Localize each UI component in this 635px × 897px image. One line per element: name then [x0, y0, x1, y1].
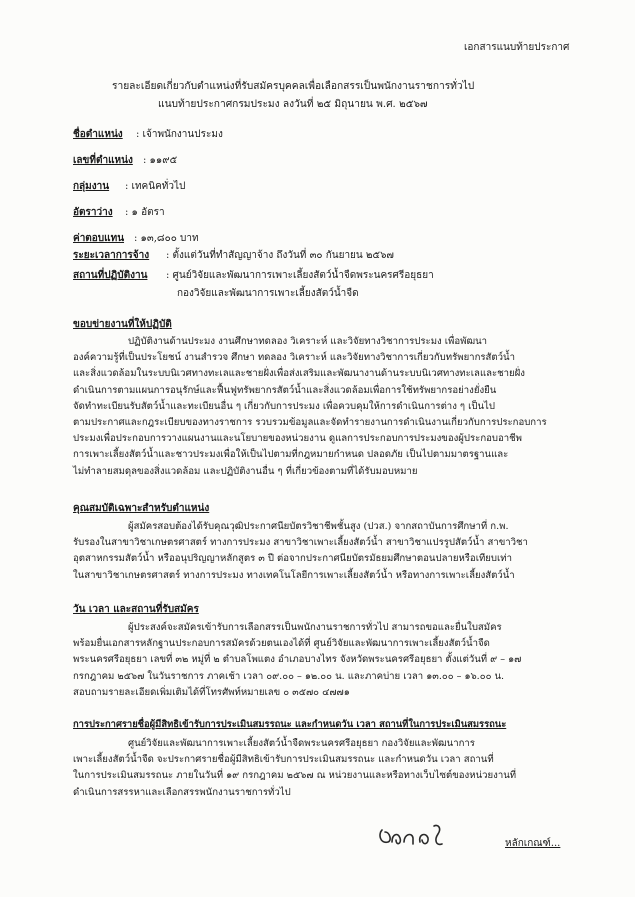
duties-line: องค์ความรู้ที่เป็นประโยชน์ งานสำรวจ ศึกษา ทดลอง วิเคราะห์ และวิจัยทางวิชาการเกี่ยวกับทรัพยากรสัตว์น้ำ: [73, 352, 515, 364]
field-value-vacancy: : ๑ อัตรา: [125, 207, 165, 218]
announcement-line: เพาะเลี้ยงสัตว์น้ำจืด จะประกาศรายชื่อผู้มีสิทธิเข้ารับการประเมินสมรรถนะ และกำหนดวัน เวลา สถานที่: [73, 754, 494, 766]
announcement-heading: การประกาศรายชื่อผู้มีสิทธิเข้ารับการประเมินสมรรถนะ และกำหนดวัน เวลา สถานที่ในการประเมินสมรรถนะ: [73, 719, 507, 730]
workplace-line2: กองวิจัยและพัฒนาการเพาะเลี้ยงสัตว์น้ำจืด: [177, 288, 359, 299]
field-value-workplace: : ศูนย์วิจัยและพัฒนาการเพาะเลี้ยงสัตว์น้ำจืดพระนครศรีอยุธยา: [166, 270, 434, 281]
field-label-vacancy: อัตราว่าง: [73, 207, 113, 218]
duties-line: ประมงเพื่อประกอบการวางแผนงานและนโยบายของหน่วยงาน ดูแลการประกอบการประมงของผู้ประกอบอาชีพ: [73, 433, 522, 445]
duties-line: ปฏิบัติงานด้านประมง งานศึกษาทดลอง วิเคราะห์ และวิจัยทางวิชาการประมง เพื่อพัฒนา: [128, 336, 488, 347]
doc-title-line1: รายละเอียดเกี่ยวกับตำแหน่งที่รับสมัครบุคคลเพื่อเลือกสรรเป็นพนักงานราชการทั่วไป: [112, 81, 475, 92]
next-page-indicator: หลักเกณฑ์...: [505, 838, 561, 849]
application-line: พระนครศรีอยุธยา เลขที่ ๓๒ หมู่ที่ ๒ ตำบลโพแตง อำเภอบางไทร จังหวัดพระนครศรีอยุธยา ตั้งแต่วันที่ ๙ – ๑๗: [73, 654, 522, 666]
qualifications-line: ผู้สมัครสอบต้องได้รับคุณวุฒิประกาศนียบัตรวิชาชีพชั้นสูง (ปวส.) จากสถาบันการศึกษาที่ ก.พ.: [128, 521, 509, 532]
duties-line: จัดทำทะเบียนรับสัตว์น้ำและทะเบียนอื่น ๆ เกี่ยวกับการประมง เพื่อควบคุมให้การดำเนินการต่าง ๆ เป็นไป: [73, 400, 495, 412]
application-line: กรกฎาคม ๒๕๖๗ ในวันราชการ ภาคเช้า เวลา ๐๙.๐๐ – ๑๒.๐๐ น. และภาคบ่าย เวลา ๑๓.๐๐ – ๑๖.๐๐ น.: [73, 670, 505, 682]
qualifications-paragraph: [73, 519, 571, 584]
announcement-line: ดำเนินการสรรหาและเลือกสรรพนักงานราชการทั่วไป: [73, 786, 291, 798]
duties-line: ไม่ทำลายสมดุลของสิ่งแวดล้อม และปฏิบัติงานอื่น ๆ ที่เกี่ยวข้องตามที่ได้รับมอบหมาย: [73, 465, 418, 477]
duties-line: การเพาะเลี้ยงสัตว์น้ำและชาวประมงเพื่อให้เป็นไปตามที่กฎหมายกำหนด ปลอดภัย เป็นไปตามมาตรฐานและ: [73, 449, 509, 461]
doc-title-line2: แนบท้ายประกาศกรมประมง ลงวันที่ ๒๕ มิถุนายน พ.ศ. ๒๕๖๗: [158, 99, 428, 110]
application-line: สอบถามรายละเอียดเพิ่มเติมได้ที่โทรศัพท์หมายเลข ๐ ๓๕๗๐ ๔๗๗๑: [73, 686, 350, 698]
duties-line: และสิ่งแวดล้อมในระบบนิเวศทางทะเลและชายฝั่งเพื่อส่งเสริมและพัฒนางานด้านระบบนิเวศทางทะเลและชายฝั่ง: [73, 368, 525, 380]
field-label-position: ชื่อตำแหน่ง: [73, 129, 123, 140]
qualifications-line: อุตสาหกรรมสัตว์น้ำ หรืออนุปริญญาหลักสูตร ๓ ปี ต่อจากประกาศนียบัตรมัธยมศึกษาตอนปลายหรือเทียบเท่า: [73, 553, 512, 565]
field-value-group: : เทคนิคทั่วไป: [125, 181, 186, 192]
field-value-period: : ตั้งแต่วันที่ทำสัญญาจ้าง ถึงวันที่ ๓๐ กันยายน ๒๕๖๗: [166, 250, 394, 261]
announcement-line: ในการประเมินสมรรถนะ ภายในวันที่ ๑๙ กรกฎาคม ๒๕๖๗ ณ หน่วยงานและหรือทางเว็บไซต์ของหน่วยงานที่: [73, 770, 517, 782]
qualifications-line: รับรองในสาขาวิชาเกษตรศาสตร์ ทางการประมง สาขาวิชาเพาะเลี้ยงสัตว์น้ำ สาขาวิชาแปรรูปสัตว์น้ำ สาขาวิชา: [73, 537, 528, 549]
announcement-line: ศูนย์วิจัยและพัฒนาการเพาะเลี้ยงสัตว์น้ำจืดพระนครศรีอยุธยา กองวิจัยและพัฒนาการ: [128, 738, 475, 749]
field-label-workplace: สถานที่ปฏิบัติงาน: [73, 270, 148, 281]
duties-paragraph: [73, 334, 571, 480]
application-paragraph: [73, 620, 571, 701]
qualifications-line: ในสาขาวิชาเกษตรศาสตร์ ทางการประมง ทางเทคโนโลยีการเพาะเลี้ยงสัตว์น้ำ หรือทางการเพาะเลี้ยงสัตว์น้ำ: [73, 569, 515, 581]
field-label-period: ระยะเวลาการจ้าง: [73, 250, 150, 261]
qualifications-heading: คุณสมบัติเฉพาะสำหรับตำแหน่ง: [73, 503, 210, 514]
attachment-label: เอกสารแนบท้ายประกาศ: [464, 42, 570, 53]
field-value-position-number: : ๑๑๙๕: [143, 155, 178, 166]
field-label-position-number: เลขที่ตำแหน่ง: [73, 155, 133, 166]
announcement-paragraph: [73, 736, 571, 801]
application-heading: วัน เวลา และสถานที่รับสมัคร: [73, 604, 199, 615]
field-value-salary: : ๑๓,๘๐๐ บาท: [134, 233, 199, 244]
application-line: ผู้ประสงค์จะสมัครเข้ารับการเลือกสรรเป็นพนักงานราชการทั่วไป สามารถขอและยื่นใบสมัคร: [128, 622, 502, 633]
handwritten-signature: [376, 820, 446, 856]
application-line: พร้อมยื่นเอกสารหลักฐานประกอบการสมัครด้วยตนเองได้ที่ ศูนย์วิจัยและพัฒนาการเพาะเลี้ยงสัตว์น้ำจืด: [73, 638, 490, 650]
duties-heading: ขอบข่ายงานที่ให้ปฏิบัติ: [73, 319, 172, 330]
duties-line: ดำเนินการตามแผนการอนุรักษ์และฟื้นฟูทรัพยากรสัตว์น้ำและสิ่งแวดล้อมเพื่อการใช้ทรัพยากรอย่างยั่งยืน: [73, 384, 497, 396]
field-label-group: กลุ่มงาน: [73, 181, 110, 192]
field-label-salary: ค่าตอบแทน: [73, 233, 125, 244]
duties-line: ตามประกาศและกฎระเบียบของทางราชการ รวบรวมข้อมูลและจัดทำรายงานการดำเนินงานเกี่ยวกับการประกอบการ: [73, 417, 547, 429]
field-value-position: : เจ้าพนักงานประมง: [136, 129, 223, 140]
